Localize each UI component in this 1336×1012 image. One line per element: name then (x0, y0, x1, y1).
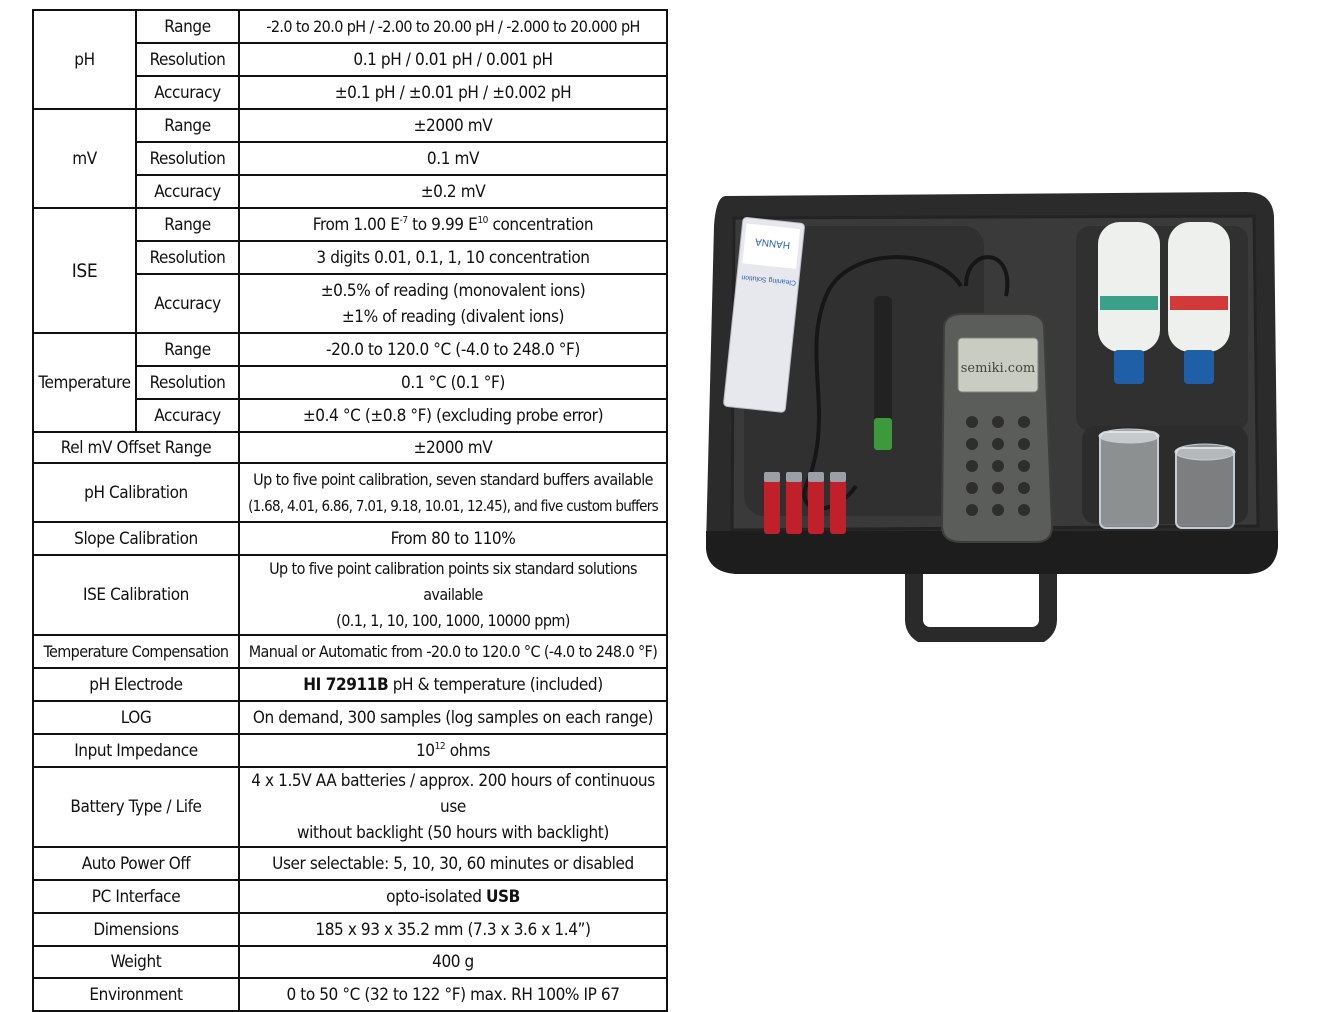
value-line: (1.68, 4.01, 6.86, 7.01, 9.18, 10.01, 12.45), and five custom buffers (248, 496, 658, 515)
beaker (1175, 444, 1235, 528)
table-row (33, 432, 667, 463)
impedance-unit: ohms (445, 740, 491, 761)
interface-desc: opto-isolated (386, 886, 486, 907)
ph-meter (942, 314, 1052, 542)
sub-label: Range (136, 109, 239, 142)
spec-value: User selectable: 5, 10, 30, 60 minutes or disabled (239, 847, 667, 880)
spec-value (239, 668, 667, 701)
value-line: ±0.5% of reading (monovalent ions) (320, 280, 586, 301)
table-row (33, 734, 667, 767)
spec-value: 0 to 50 °C (32 to 122 °F) max. RH 100% IP 67 (239, 978, 667, 1011)
value-line: without backlight (50 hours with backlight) (297, 823, 609, 843)
table-row (33, 767, 667, 847)
ise-range-exp-a: -7 (399, 214, 408, 226)
spec-value: 3 digits 0.01, 0.1, 1, 10 concentration (239, 241, 667, 274)
table-row (33, 880, 667, 913)
electrode-model: HI 72911B (303, 674, 389, 695)
spec-label: Temperature Compensation (33, 635, 239, 668)
table-row (33, 522, 667, 555)
ise-range-c: concentration (488, 214, 594, 235)
spec-value: -20.0 to 120.0 °C (-4.0 to 248.0 °F) (239, 333, 667, 366)
spec-label: Environment (33, 978, 239, 1011)
ise-range-exp-b: 10 (477, 214, 488, 226)
group-mv: mV (33, 109, 136, 208)
spec-label: Weight (33, 946, 239, 978)
spec-label: Rel mV Offset Range (33, 432, 239, 463)
spec-value: From 80 to 110% (239, 522, 667, 555)
spec-value: -2.0 to 20.0 pH / -2.00 to 20.00 pH / -2.000 to 20.000 pH (239, 10, 667, 43)
table-row (33, 10, 667, 43)
table-row (33, 913, 667, 946)
value-line: 4 x 1.5V AA batteries / approx. 200 hours of continuous use (251, 771, 655, 817)
sub-label: Resolution (136, 142, 239, 175)
watermark: semiki.com (960, 361, 1036, 376)
sub-label: Range (136, 208, 239, 241)
sub-label: Accuracy (136, 175, 239, 208)
table-row (33, 701, 667, 734)
table-row (33, 668, 667, 701)
value-line: Up to five point calibration, seven standard buffers available (253, 469, 653, 489)
sub-label: Accuracy (136, 76, 239, 109)
probe-band (874, 418, 892, 450)
group-ph: pH (33, 10, 136, 109)
spec-label: Dimensions (33, 913, 239, 946)
spec-value: On demand, 300 samples (log samples on each range) (239, 701, 667, 734)
specifications-table (32, 9, 668, 1012)
sachet-label: Cleaning Solution (741, 273, 797, 286)
spec-label: ISE Calibration (33, 555, 239, 635)
table-row (33, 946, 667, 978)
spec-label: Battery Type / Life (33, 767, 239, 847)
group-temperature: Temperature (33, 333, 136, 432)
table-row (33, 635, 667, 668)
spec-value (239, 734, 667, 767)
spec-value: ±2000 mV (239, 432, 667, 463)
table-row (33, 847, 667, 880)
sub-label: Resolution (136, 43, 239, 76)
spec-value (239, 463, 667, 522)
spec-value (239, 208, 667, 241)
spec-value: 0.1 mV (239, 142, 667, 175)
interface-usb: USB (485, 886, 520, 907)
spec-value: ±0.1 pH / ±0.01 pH / ±0.002 pH (239, 76, 667, 109)
group-ise: ISE (33, 208, 136, 333)
sub-label: Resolution (136, 366, 239, 399)
spec-value: ±0.4 °C (±0.8 °F) (excluding probe error) (239, 399, 667, 432)
impedance-base: 10 (415, 740, 435, 761)
spec-value: 400 g (239, 946, 667, 978)
spec-value: 0.1 °C (0.1 °F) (239, 366, 667, 399)
spec-label: LOG (33, 701, 239, 734)
spec-value: 185 x 93 x 35.2 mm (7.3 x 3.6 x 1.4”) (239, 913, 667, 946)
spec-label: pH Calibration (33, 463, 239, 522)
spec-value (239, 274, 667, 333)
value-line: ±1% of reading (divalent ions) (341, 306, 565, 327)
spec-value: Manual or Automatic from -20.0 to 120.0 °C (-4.0 to 248.0 °F) (239, 635, 667, 668)
spec-value: ±2000 mV (239, 109, 667, 142)
table-row (33, 208, 667, 241)
table-row (33, 555, 667, 635)
electrode-desc: pH & temperature (included) (388, 674, 603, 695)
spec-value: 0.1 pH / 0.01 pH / 0.001 pH (239, 43, 667, 76)
spec-value (239, 767, 667, 847)
spec-label: Input Impedance (33, 734, 239, 767)
table-row (33, 463, 667, 522)
ise-range-a: From 1.00 E (312, 214, 400, 235)
table-row (33, 978, 667, 1011)
value-line: Up to five point calibration points six standard solutions available (269, 559, 637, 604)
sub-label: Accuracy (136, 274, 239, 333)
spec-label: PC Interface (33, 880, 239, 913)
table-row (33, 109, 667, 142)
spec-value (239, 880, 667, 913)
sub-label: Accuracy (136, 399, 239, 432)
spec-value: ±0.2 mV (239, 175, 667, 208)
value-line: (0.1, 1, 10, 100, 1000, 10000 ppm) (336, 611, 570, 630)
ise-range-b: to 9.99 E (407, 214, 478, 235)
spec-label: Auto Power Off (33, 847, 239, 880)
product-photo (706, 186, 1286, 642)
spec-value (239, 555, 667, 635)
table-row (33, 333, 667, 366)
impedance-exp: 12 (434, 740, 446, 752)
beaker (1099, 429, 1159, 528)
sachet-brand: HANNA (754, 235, 791, 251)
sub-label: Range (136, 333, 239, 366)
sub-label: Resolution (136, 241, 239, 274)
spec-label: pH Electrode (33, 668, 239, 701)
spec-label: Slope Calibration (33, 522, 239, 555)
sub-label: Range (136, 10, 239, 43)
